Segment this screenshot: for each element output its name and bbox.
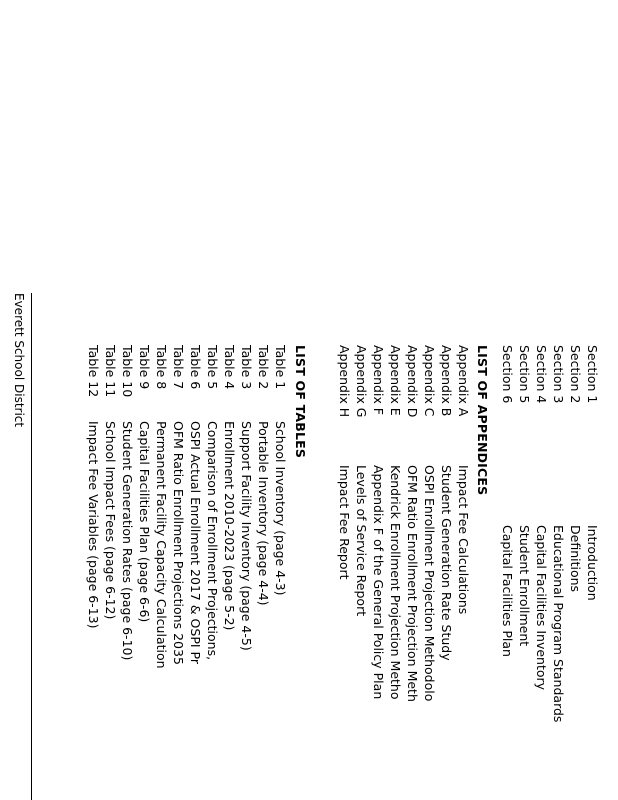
- table-row: [205, 345, 220, 660]
- section-row: [585, 345, 600, 601]
- appendix-label: Appendix F: [371, 345, 386, 416]
- appendix-label: Appendix D: [405, 345, 420, 418]
- table-row: [256, 345, 271, 606]
- table-label: Table 8: [154, 345, 169, 390]
- table-title: School Inventory (page 4-3): [273, 421, 288, 596]
- section-title: Introduction: [585, 525, 600, 601]
- table-title: Comparison of Enrollment Projections,: [205, 421, 220, 661]
- table-label: Table 9: [137, 345, 152, 390]
- section-label: Section 4: [534, 345, 549, 404]
- section-row: [500, 345, 515, 657]
- section-title: Educational Program Standards: [551, 525, 566, 723]
- appendices-heading: LIST OF APPENDICES: [475, 345, 490, 496]
- table-title: OFM Ratio Enrollment Projections 2035: [171, 421, 186, 665]
- appendix-row: [422, 345, 437, 701]
- table-label: Table 6: [188, 345, 203, 390]
- section-label: Section 3: [551, 345, 566, 404]
- appendix-row: [439, 345, 454, 661]
- appendix-title: Levels of Service Report: [354, 465, 369, 617]
- section-label: Section 1: [585, 345, 600, 404]
- table-label: Table 12: [86, 345, 101, 398]
- appendix-title: Student Generation Rate Study: [439, 465, 454, 661]
- appendix-row: [337, 345, 352, 580]
- table-label: Table 5: [205, 345, 220, 390]
- table-label: Table 2: [256, 345, 271, 390]
- appendix-title: Kendrick Enrollment Projection Metho: [388, 465, 403, 700]
- section-label: Section 6: [500, 345, 515, 404]
- appendix-label: Appendix C: [422, 345, 437, 417]
- table-label: Table 3: [239, 345, 254, 390]
- table-title: Capital Facilities Plan (page 6-6): [137, 421, 152, 623]
- footer-rule: [31, 293, 32, 800]
- table-row: [171, 345, 186, 665]
- section-row: [534, 345, 549, 690]
- table-title: OSPI Actual Enrollment 2017 & OSPI Pr: [188, 421, 203, 664]
- table-label: Table 7: [171, 345, 186, 390]
- appendix-label: Appendix E: [388, 345, 403, 416]
- table-row: [222, 345, 237, 630]
- appendix-label: Appendix A: [456, 345, 471, 417]
- appendix-label: Appendix G: [354, 345, 369, 418]
- section-title: Capital Facilities Plan: [500, 525, 515, 657]
- section-row: [568, 345, 583, 592]
- table-row: [120, 345, 135, 660]
- section-row: [517, 345, 532, 646]
- table-title: School Impact Fees (page 6-12): [103, 421, 118, 620]
- table-title: Student Generation Rates (page 6-10): [120, 421, 135, 661]
- appendix-title: Appendix F of the General Policy Plan: [371, 465, 386, 700]
- footer-organization: Everett School District: [12, 293, 26, 428]
- table-row: [103, 345, 118, 619]
- table-title: Enrollment 2010-2023 (page 5-2): [222, 421, 237, 631]
- appendix-row: [405, 345, 420, 702]
- appendix-label: Appendix H: [337, 345, 352, 418]
- table-row: [154, 345, 169, 669]
- appendix-row: [388, 345, 403, 700]
- table-row: [273, 345, 288, 596]
- table-row: [239, 345, 254, 651]
- table-row: [188, 345, 203, 664]
- appendix-label: Appendix B: [439, 345, 454, 417]
- section-label: Section 2: [568, 345, 583, 404]
- section-title: Student Enrollment: [517, 525, 532, 647]
- appendix-title: Impact Fee Calculations: [456, 465, 471, 615]
- table-label: Table 4: [222, 345, 237, 390]
- table-label: Table 10: [120, 345, 135, 398]
- table-label: Table 1: [273, 345, 288, 390]
- appendix-row: [354, 345, 369, 616]
- appendix-title: OSPI Enrollment Projection Methodolo: [422, 465, 437, 702]
- table-title: Impact Fee Variables (page 6-13): [86, 421, 101, 629]
- section-label: Section 5: [517, 345, 532, 404]
- tables-heading: LIST OF TABLES: [293, 345, 308, 459]
- table-title: Portable Inventory (page 4-4): [256, 421, 271, 606]
- appendix-title: OFM Ratio Enrollment Projection Meth: [405, 465, 420, 702]
- appendix-row: [371, 345, 386, 699]
- table-row: [137, 345, 152, 622]
- appendix-title: Impact Fee Report: [337, 465, 352, 580]
- table-title: Support Facility Inventory (page 4-5): [239, 421, 254, 651]
- section-title: Capital Facilities Inventory: [534, 525, 549, 691]
- section-title: Definitions: [568, 525, 583, 593]
- table-label: Table 11: [103, 345, 118, 398]
- section-row: [551, 345, 566, 722]
- appendix-row: [456, 345, 471, 614]
- table-title: Permanent Facility Capacity Calculation: [154, 421, 169, 669]
- table-row: [86, 345, 101, 628]
